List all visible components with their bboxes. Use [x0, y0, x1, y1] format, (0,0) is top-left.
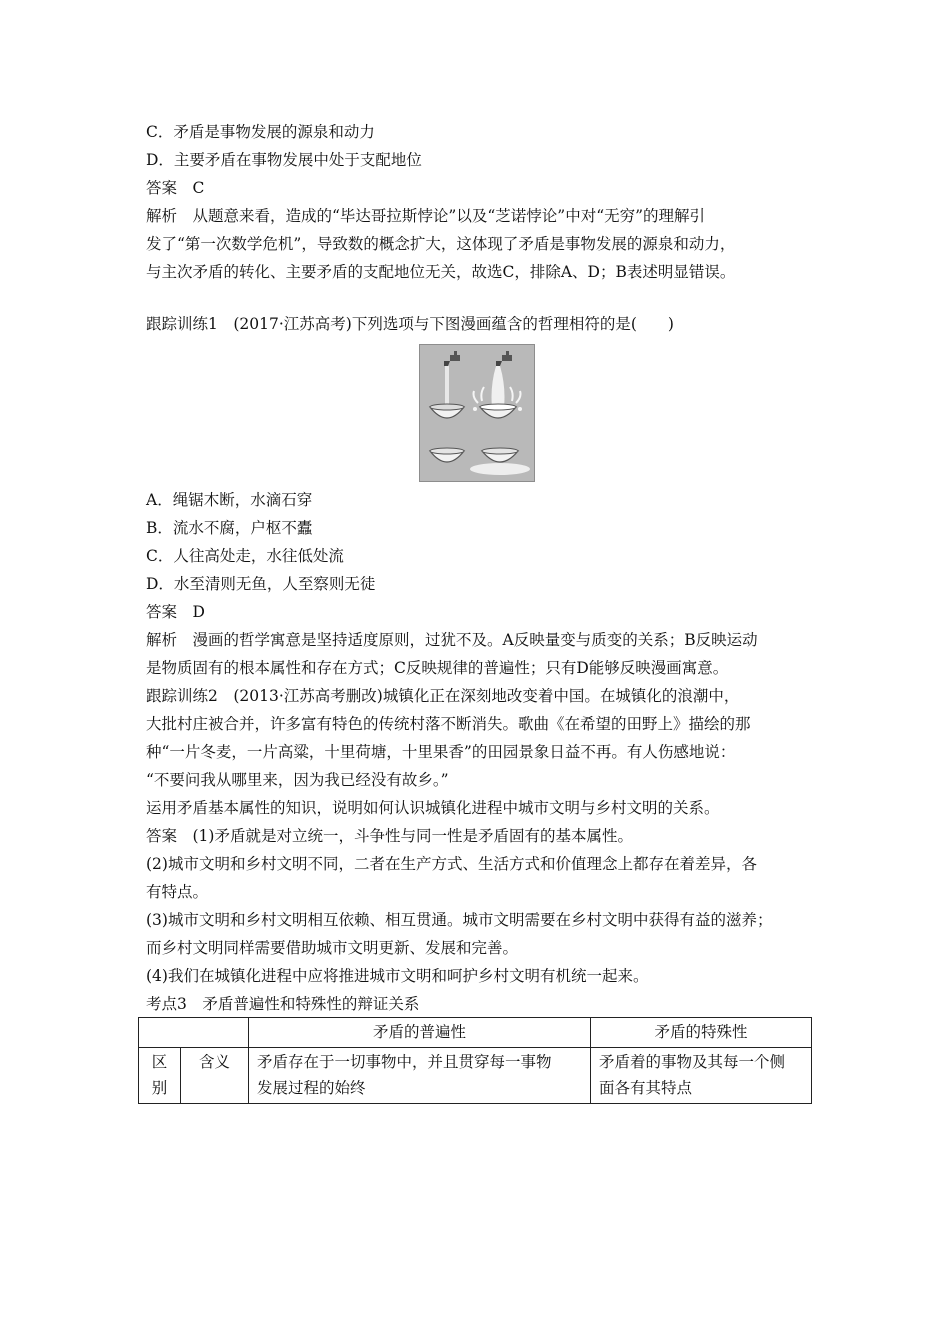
q2-option: B．流水不腐，户枢不蠹 [146, 519, 313, 537]
table-header-universality: 矛盾的普遍性 [249, 1018, 591, 1048]
q1-option-c: C．矛盾是事物发展的源泉和动力 [146, 123, 375, 141]
comparison-table [138, 1017, 812, 1104]
q1-option-d: D．主要矛盾在事物发展中处于支配地位 [146, 151, 422, 169]
cell-line: 面各有其特点 [599, 1079, 693, 1097]
q2-option: A．绳锯木断，水滴石穿 [146, 491, 313, 509]
q3-stem-line: “不要问我从哪里来，因为我已经没有故乡。” [146, 771, 449, 789]
section-title: 考点3 矛盾普遍性和特殊性的辩证关系 [146, 995, 420, 1013]
q2-analysis-line: 解析 漫画的哲学寓意是坚持适度原则，过犹不及。A反映量变与质变的关系；B反映运动 [146, 631, 758, 649]
q1-analysis-line: 发了“第一次数学危机”，导致数的概念扩大，这体现了矛盾是事物发展的源泉和动力， [146, 235, 736, 253]
q2-option: D．水至清则无鱼，人至察则无徒 [146, 575, 376, 593]
q1-analysis-line: 与主次矛盾的转化、主要矛盾的支配地位无关，故选C，排除A、D；B表述明显错误。 [146, 263, 736, 281]
particularity-cell [591, 1048, 812, 1104]
q3-answer-line: 答案 (1)矛盾就是对立统一，斗争性与同一性是矛盾固有的基本属性。 [146, 827, 633, 845]
q2-option: C．人往高处走，水往低处流 [146, 547, 344, 565]
q2-stem: 跟踪训练1 (2017·江苏高考)下列选项与下图漫画蕴含的哲理相符的是( ) [146, 315, 674, 333]
row-group-char: 别 [151, 1079, 168, 1097]
q3-answer-line: (2)城市文明和乡村文明不同，二者在生产方式、生活方式和价值理念上都存在着差异，各 [146, 855, 757, 873]
q3-answer-line: 而乡村文明同样需要借助城市文明更新、发展和完善。 [146, 939, 519, 957]
q2-analysis-line: 是物质固有的根本属性和存在方式；C反映规律的普遍性；只有D能够反映漫画寓意。 [146, 659, 729, 677]
row-group-char: 区 [151, 1053, 168, 1071]
table-header-particularity: 矛盾的特殊性 [591, 1018, 812, 1048]
q2-answer: 答案 D [146, 603, 205, 621]
cartoon-faucets-bowls-image [419, 344, 535, 482]
q3-stem-line: 跟踪训练2 (2013·江苏高考删改)城镇化正在深刻地改变着中国。在城镇化的浪潮中， [146, 687, 740, 705]
universality-cell [249, 1048, 591, 1104]
row-group-label [139, 1048, 181, 1104]
q3-stem-line: 运用矛盾基本属性的知识，说明如何认识城镇化进程中城市文明与乡村文明的关系。 [146, 799, 720, 817]
table-header-row [139, 1018, 812, 1048]
q3-stem-line: 大批村庄被合并，许多富有特色的传统村落不断消失。歌曲《在希望的田野上》描绘的那 [146, 715, 751, 733]
cell-line: 发展过程的始终 [257, 1079, 366, 1097]
table-row [139, 1048, 812, 1104]
cartoon-drawing [420, 345, 534, 481]
q1-analysis-line: 解析 从题意来看，造成的“毕达哥拉斯悖论”以及“芝诺悖论”中对“无穷”的理解引 [146, 207, 706, 225]
row-label: 含义 [181, 1048, 249, 1104]
table-header-empty [139, 1018, 249, 1048]
q1-answer: 答案 C [146, 179, 205, 197]
cell-line: 矛盾存在于一切事物中，并且贯穿每一事物 [257, 1053, 552, 1071]
cell-line: 矛盾着的事物及其每一个侧 [599, 1053, 786, 1071]
q3-answer-line: (4)我们在城镇化进程中应将推进城市文明和呵护乡村文明有机统一起来。 [146, 967, 649, 985]
q3-answer-line: 有特点。 [146, 883, 209, 901]
q3-stem-line: 种“一片冬麦，一片高粱，十里荷塘，十里果香”的田园景象日益不再。有人伤感地说： [146, 743, 736, 761]
q3-answer-line: (3)城市文明和乡村文明相互依赖、相互贯通。城市文明需要在乡村文明中获得有益的滋养； [146, 911, 773, 929]
